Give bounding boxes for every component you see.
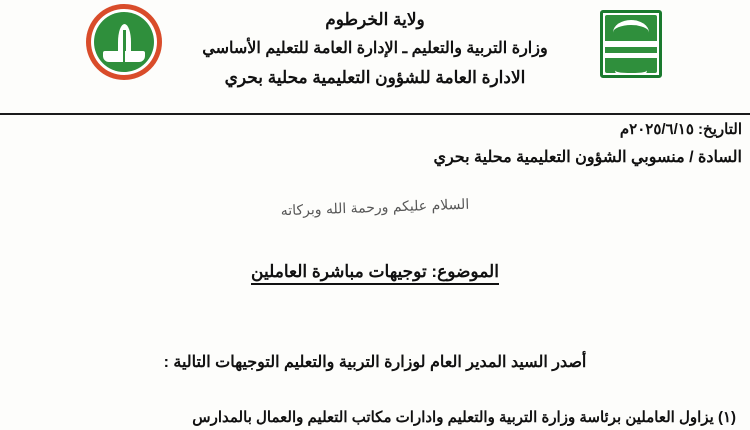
salutation-text: السلام عليكم ورحمة الله وبركاته xyxy=(280,196,470,220)
document-meta xyxy=(433,120,742,167)
header-line-state: ولاية الخرطوم xyxy=(325,10,425,29)
subject-text: الموضوع: توجيهات مباشرة العاملين xyxy=(251,262,499,285)
header-titles xyxy=(0,8,750,90)
document-header xyxy=(0,0,750,115)
recipient-line: السادة / منسوبي الشؤون التعليمية محلية بحري xyxy=(433,149,742,166)
header-line-ministry: وزارة التربية والتعليم ـ الإدارة العامة للتعليم الأساسي xyxy=(202,39,548,57)
body-intro: أصدر السيد المدير العام لوزارة التربية والتعليم التوجيهات التالية : xyxy=(163,354,587,371)
body-clause-1: (١) يزاول العاملين برئاسة وزارة التربية والتعليم وادارات مكاتب التعليم والعمال بالمدارس xyxy=(192,409,736,426)
subject-line xyxy=(0,262,750,282)
header-line-department: الادارة العامة للشؤون التعليمية محلية بحري xyxy=(224,67,526,87)
header-divider xyxy=(0,113,750,115)
date-line: التاريخ: ٢٠٢٥/٦/١٥م xyxy=(619,121,742,138)
